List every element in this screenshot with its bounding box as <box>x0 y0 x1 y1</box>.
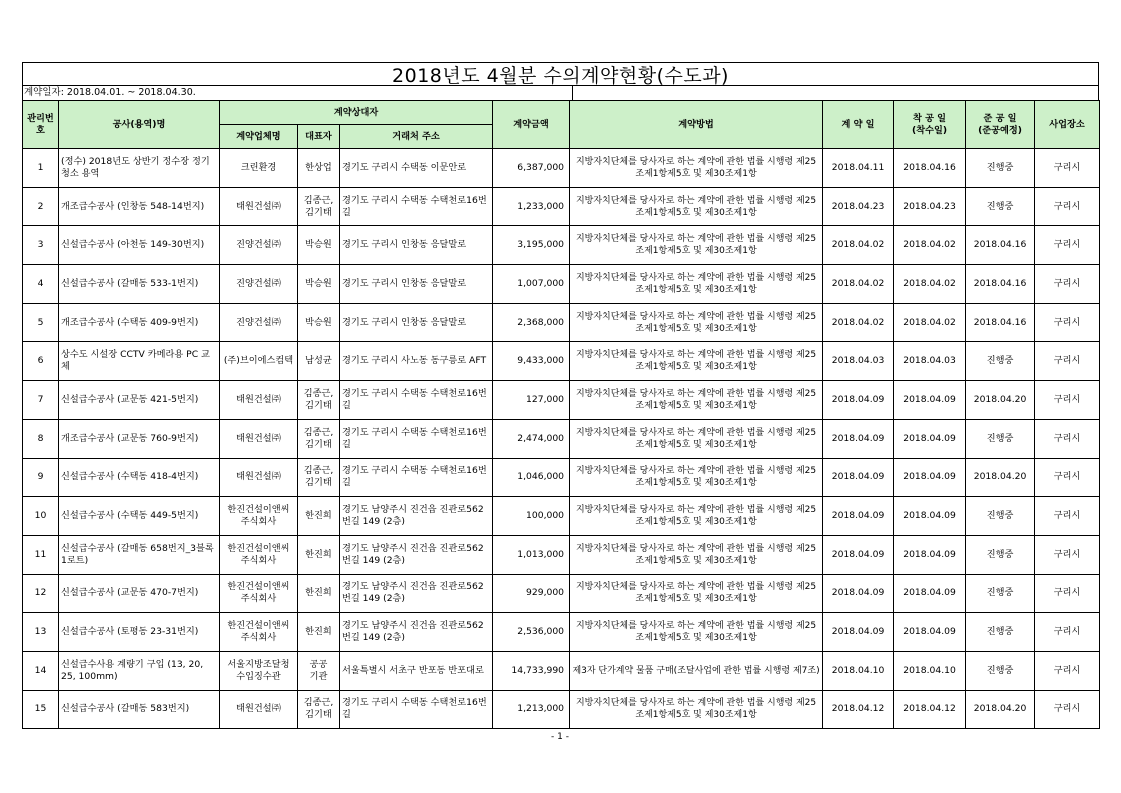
cell-amount: 2,474,000 <box>493 419 570 458</box>
cell-name: 개조급수공사 (인창동 548-14번지) <box>59 187 220 226</box>
table-row <box>23 226 1100 265</box>
cell-address: 경기도 구리시 수택동 수택천로16번길 <box>340 419 493 458</box>
cell-location: 구리시 <box>1035 690 1100 729</box>
cell-name: 신설급수공사 (토평동 23-31번지) <box>59 613 220 652</box>
cell-end-date: 2018.04.16 <box>966 226 1035 265</box>
cell-end-date: 2018.04.20 <box>966 381 1035 420</box>
period-row <box>22 86 1099 100</box>
cell-location: 구리시 <box>1035 381 1100 420</box>
header-company: 계약업체명 <box>220 125 298 149</box>
cell-contract-date: 2018.04.02 <box>823 265 894 304</box>
cell-location: 구리시 <box>1035 265 1100 304</box>
cell-ceo: 김종근, 김기태 <box>298 187 340 226</box>
cell-method: 지방자치단체를 당사자로 하는 계약에 관한 법률 시행령 제25조제1항제5호 및 제30조제1항 <box>570 265 823 304</box>
cell-address: 경기도 남양주시 진건읍 진관로562번길 149 (2층) <box>340 497 493 536</box>
cell-no: 1 <box>23 149 59 188</box>
cell-company: 태원건설㈜ <box>220 458 298 497</box>
cell-amount: 9,433,000 <box>493 342 570 381</box>
cell-method: 지방자치단체를 당사자로 하는 계약에 관한 법률 시행령 제25조제1항제5호 및 제30조제1항 <box>570 381 823 420</box>
cell-location: 구리시 <box>1035 458 1100 497</box>
cell-name: 신설급수사용 계량기 구입 (13, 20, 25, 100mm) <box>59 651 220 690</box>
header-address: 거래처 주소 <box>340 125 493 149</box>
cell-start-date: 2018.04.02 <box>894 265 966 304</box>
cell-start-date: 2018.04.09 <box>894 613 966 652</box>
cell-no: 14 <box>23 651 59 690</box>
page-title <box>22 62 1099 86</box>
cell-start-date: 2018.04.10 <box>894 651 966 690</box>
cell-address: 경기도 남양주시 진건읍 진관로562번길 149 (2층) <box>340 535 493 574</box>
table-header <box>23 101 1100 149</box>
cell-contract-date: 2018.04.23 <box>823 187 894 226</box>
cell-amount: 1,233,000 <box>493 187 570 226</box>
cell-contract-date: 2018.04.09 <box>823 535 894 574</box>
cell-location: 구리시 <box>1035 226 1100 265</box>
cell-address: 경기도 남양주시 진건읍 진관로562번길 149 (2층) <box>340 613 493 652</box>
cell-ceo: 김종근, 김기태 <box>298 419 340 458</box>
cell-no: 11 <box>23 535 59 574</box>
cell-company: 진양건설㈜ <box>220 265 298 304</box>
cell-amount: 1,007,000 <box>493 265 570 304</box>
cell-ceo: 박승원 <box>298 303 340 342</box>
table-row <box>23 342 1100 381</box>
contract-table <box>22 100 1100 729</box>
cell-contract-date: 2018.04.10 <box>823 651 894 690</box>
cell-amount: 100,000 <box>493 497 570 536</box>
cell-method: 지방자치단체를 당사자로 하는 계약에 관한 법률 시행령 제25조제1항제5호 및 제30조제1항 <box>570 535 823 574</box>
cell-company: 태원건설㈜ <box>220 690 298 729</box>
contract-period: 계약일자: 2018.04.01. ~ 2018.04.30. <box>23 86 573 100</box>
cell-no: 8 <box>23 419 59 458</box>
cell-amount: 929,000 <box>493 574 570 613</box>
table-row <box>23 458 1100 497</box>
cell-company: 한진건설이앤씨 주식회사 <box>220 535 298 574</box>
cell-company: 한진건설이앤씨 주식회사 <box>220 574 298 613</box>
cell-ceo: 공공 기관 <box>298 651 340 690</box>
cell-location: 구리시 <box>1035 613 1100 652</box>
title-text: 2018년도 4월분 수의계약현황(수도과) <box>392 64 729 87</box>
cell-amount: 14,733,990 <box>493 651 570 690</box>
cell-ceo: 김종근, 김기태 <box>298 690 340 729</box>
cell-location: 구리시 <box>1035 651 1100 690</box>
cell-end-date: 진행중 <box>966 535 1035 574</box>
cell-location: 구리시 <box>1035 149 1100 188</box>
cell-amount: 2,536,000 <box>493 613 570 652</box>
cell-ceo: 한진희 <box>298 535 340 574</box>
cell-no: 2 <box>23 187 59 226</box>
cell-start-date: 2018.04.09 <box>894 574 966 613</box>
table-body <box>23 149 1100 729</box>
cell-address: 서울특별시 서초구 반포동 반포대로 <box>340 651 493 690</box>
cell-amount: 2,368,000 <box>493 303 570 342</box>
cell-company: 한진건설이앤씨 주식회사 <box>220 613 298 652</box>
cell-no: 3 <box>23 226 59 265</box>
cell-start-date: 2018.04.09 <box>894 381 966 420</box>
cell-ceo: 김종근, 김기태 <box>298 381 340 420</box>
cell-location: 구리시 <box>1035 187 1100 226</box>
cell-ceo: 박승원 <box>298 226 340 265</box>
table-row <box>23 497 1100 536</box>
cell-address: 경기도 구리시 수택동 수택천로16번길 <box>340 381 493 420</box>
header-end-date: 준 공 일 (준공예정) <box>966 101 1035 149</box>
cell-address: 경기도 구리시 수택동 수택천로16번길 <box>340 690 493 729</box>
cell-no: 6 <box>23 342 59 381</box>
table-row <box>23 149 1100 188</box>
page-number: - 1 - <box>551 732 569 742</box>
cell-amount: 6,387,000 <box>493 149 570 188</box>
cell-method: 지방자치단체를 당사자로 하는 계약에 관한 법률 시행령 제25조제1항제5호 및 제30조제1항 <box>570 690 823 729</box>
cell-method: 지방자치단체를 당사자로 하는 계약에 관한 법률 시행령 제25조제1항제5호 및 제30조제1항 <box>570 226 823 265</box>
cell-end-date: 2018.04.16 <box>966 265 1035 304</box>
table-row <box>23 419 1100 458</box>
cell-method: 지방자치단체를 당사자로 하는 계약에 관한 법률 시행령 제25조제1항제5호 및 제30조제1항 <box>570 149 823 188</box>
table-row <box>23 303 1100 342</box>
cell-address: 경기도 구리시 수택동 이문안로 <box>340 149 493 188</box>
table-row <box>23 574 1100 613</box>
header-location: 사업장소 <box>1035 101 1100 149</box>
cell-amount: 1,046,000 <box>493 458 570 497</box>
cell-no: 12 <box>23 574 59 613</box>
cell-method: 지방자치단체를 당사자로 하는 계약에 관한 법률 시행령 제25조제1항제5호 및 제30조제1항 <box>570 497 823 536</box>
cell-company: 한진건설이앤씨 주식회사 <box>220 497 298 536</box>
cell-start-date: 2018.04.16 <box>894 149 966 188</box>
table-row <box>23 381 1100 420</box>
header-amount: 계약금액 <box>493 101 570 149</box>
contract-sheet <box>22 62 1099 729</box>
cell-amount: 3,195,000 <box>493 226 570 265</box>
cell-location: 구리시 <box>1035 535 1100 574</box>
cell-address: 경기도 구리시 인창동 응달말로 <box>340 303 493 342</box>
cell-company: 서울지방조달청 수입징수관 <box>220 651 298 690</box>
cell-name: 신설급수공사 (갈매동 658번지_3블록 1로트) <box>59 535 220 574</box>
cell-amount: 1,213,000 <box>493 690 570 729</box>
header-no: 관리번호 <box>23 101 59 149</box>
cell-no: 9 <box>23 458 59 497</box>
cell-company: 진양건설㈜ <box>220 303 298 342</box>
cell-name: 개조급수공사 (수택동 409-9번지) <box>59 303 220 342</box>
cell-method: 지방자치단체를 당사자로 하는 계약에 관한 법률 시행령 제25조제1항제5호 및 제30조제1항 <box>570 303 823 342</box>
cell-method: 제3자 단가계약 물품 구매(조달사업에 관한 법률 시행령 제7조) <box>570 651 823 690</box>
header-party-group: 계약상대자 <box>220 101 493 125</box>
header-method: 계약방법 <box>570 101 823 149</box>
cell-address: 경기도 남양주시 진건읍 진관로562번길 149 (2층) <box>340 574 493 613</box>
table-row <box>23 265 1100 304</box>
cell-no: 4 <box>23 265 59 304</box>
cell-contract-date: 2018.04.09 <box>823 381 894 420</box>
cell-ceo: 한진희 <box>298 574 340 613</box>
cell-contract-date: 2018.04.03 <box>823 342 894 381</box>
cell-contract-date: 2018.04.09 <box>823 613 894 652</box>
cell-amount: 1,013,000 <box>493 535 570 574</box>
cell-contract-date: 2018.04.12 <box>823 690 894 729</box>
cell-company: (주)브이에스컴텍 <box>220 342 298 381</box>
cell-contract-date: 2018.04.11 <box>823 149 894 188</box>
cell-name: 신설급수공사 (수택동 449-5번지) <box>59 497 220 536</box>
cell-contract-date: 2018.04.09 <box>823 458 894 497</box>
cell-ceo: 남성균 <box>298 342 340 381</box>
cell-ceo: 김종근, 김기태 <box>298 458 340 497</box>
cell-method: 지방자치단체를 당사자로 하는 계약에 관한 법률 시행령 제25조제1항제5호 및 제30조제1항 <box>570 613 823 652</box>
cell-contract-date: 2018.04.09 <box>823 419 894 458</box>
cell-location: 구리시 <box>1035 419 1100 458</box>
cell-location: 구리시 <box>1035 497 1100 536</box>
cell-address: 경기도 구리시 수택동 수택천로16번길 <box>340 458 493 497</box>
cell-start-date: 2018.04.02 <box>894 303 966 342</box>
cell-start-date: 2018.04.09 <box>894 458 966 497</box>
cell-no: 15 <box>23 690 59 729</box>
cell-method: 지방자치단체를 당사자로 하는 계약에 관한 법률 시행령 제25조제1항제5호 및 제30조제1항 <box>570 458 823 497</box>
header-start-date: 착 공 일 (착수일) <box>894 101 966 149</box>
cell-end-date: 2018.04.20 <box>966 690 1035 729</box>
cell-location: 구리시 <box>1035 303 1100 342</box>
cell-name: 신설급수공사 (갈매동 583번지) <box>59 690 220 729</box>
cell-no: 7 <box>23 381 59 420</box>
cell-end-date: 진행중 <box>966 497 1035 536</box>
cell-contract-date: 2018.04.09 <box>823 497 894 536</box>
cell-end-date: 진행중 <box>966 187 1035 226</box>
cell-start-date: 2018.04.02 <box>894 226 966 265</box>
cell-method: 지방자치단체를 당사자로 하는 계약에 관한 법률 시행령 제25조제1항제5호 및 제30조제1항 <box>570 574 823 613</box>
header-name: 공사(용역)명 <box>59 101 220 149</box>
cell-contract-date: 2018.04.02 <box>823 303 894 342</box>
cell-location: 구리시 <box>1035 574 1100 613</box>
cell-amount: 127,000 <box>493 381 570 420</box>
cell-location: 구리시 <box>1035 342 1100 381</box>
cell-end-date: 2018.04.16 <box>966 303 1035 342</box>
cell-name: (정수) 2018년도 상반기 정수장 정기 청소 용역 <box>59 149 220 188</box>
cell-address: 경기도 구리시 사노동 동구릉로 AFT <box>340 342 493 381</box>
header-ceo: 대표자 <box>298 125 340 149</box>
cell-contract-date: 2018.04.09 <box>823 574 894 613</box>
cell-method: 지방자치단체를 당사자로 하는 계약에 관한 법률 시행령 제25조제1항제5호 및 제30조제1항 <box>570 419 823 458</box>
table-row <box>23 535 1100 574</box>
cell-end-date: 진행중 <box>966 613 1035 652</box>
cell-company: 진양건설㈜ <box>220 226 298 265</box>
cell-ceo: 박승원 <box>298 265 340 304</box>
cell-address: 경기도 구리시 인창동 응달말로 <box>340 226 493 265</box>
cell-start-date: 2018.04.12 <box>894 690 966 729</box>
cell-name: 상수도 시설장 CCTV 카메라용 PC 교체 <box>59 342 220 381</box>
cell-end-date: 진행중 <box>966 149 1035 188</box>
cell-address: 경기도 구리시 인창동 응달말로 <box>340 265 493 304</box>
cell-method: 지방자치단체를 당사자로 하는 계약에 관한 법률 시행령 제25조제1항제5호 및 제30조제1항 <box>570 342 823 381</box>
cell-no: 5 <box>23 303 59 342</box>
table-row <box>23 613 1100 652</box>
cell-ceo: 한진희 <box>298 497 340 536</box>
cell-end-date: 2018.04.20 <box>966 458 1035 497</box>
cell-name: 신설급수공사 (아천동 149-30번지) <box>59 226 220 265</box>
cell-name: 신설급수공사 (교문동 470-7번지) <box>59 574 220 613</box>
cell-ceo: 한상업 <box>298 149 340 188</box>
cell-end-date: 진행중 <box>966 651 1035 690</box>
cell-company: 태원건설㈜ <box>220 187 298 226</box>
cell-start-date: 2018.04.09 <box>894 419 966 458</box>
cell-end-date: 진행중 <box>966 574 1035 613</box>
cell-start-date: 2018.04.03 <box>894 342 966 381</box>
cell-name: 개조급수공사 (교문동 760-9번지) <box>59 419 220 458</box>
cell-ceo: 한진희 <box>298 613 340 652</box>
table-row <box>23 651 1100 690</box>
cell-name: 신설급수공사 (갈매동 533-1번지) <box>59 265 220 304</box>
cell-name: 신설급수공사 (수택동 418-4번지) <box>59 458 220 497</box>
cell-company: 태원건설㈜ <box>220 419 298 458</box>
cell-start-date: 2018.04.23 <box>894 187 966 226</box>
cell-no: 13 <box>23 613 59 652</box>
cell-end-date: 진행중 <box>966 342 1035 381</box>
table-row <box>23 690 1100 729</box>
cell-address: 경기도 구리시 수택동 수택천로16번길 <box>340 187 493 226</box>
cell-start-date: 2018.04.09 <box>894 535 966 574</box>
cell-method: 지방자치단체를 당사자로 하는 계약에 관한 법률 시행령 제25조제1항제5호 및 제30조제1항 <box>570 187 823 226</box>
cell-no: 10 <box>23 497 59 536</box>
cell-start-date: 2018.04.09 <box>894 497 966 536</box>
cell-company: 크린환경 <box>220 149 298 188</box>
cell-name: 신설급수공사 (교문동 421-5번지) <box>59 381 220 420</box>
cell-end-date: 진행중 <box>966 419 1035 458</box>
table-row <box>23 187 1100 226</box>
cell-contract-date: 2018.04.02 <box>823 226 894 265</box>
cell-company: 태원건설㈜ <box>220 381 298 420</box>
header-contract-date: 계 약 일 <box>823 101 894 149</box>
